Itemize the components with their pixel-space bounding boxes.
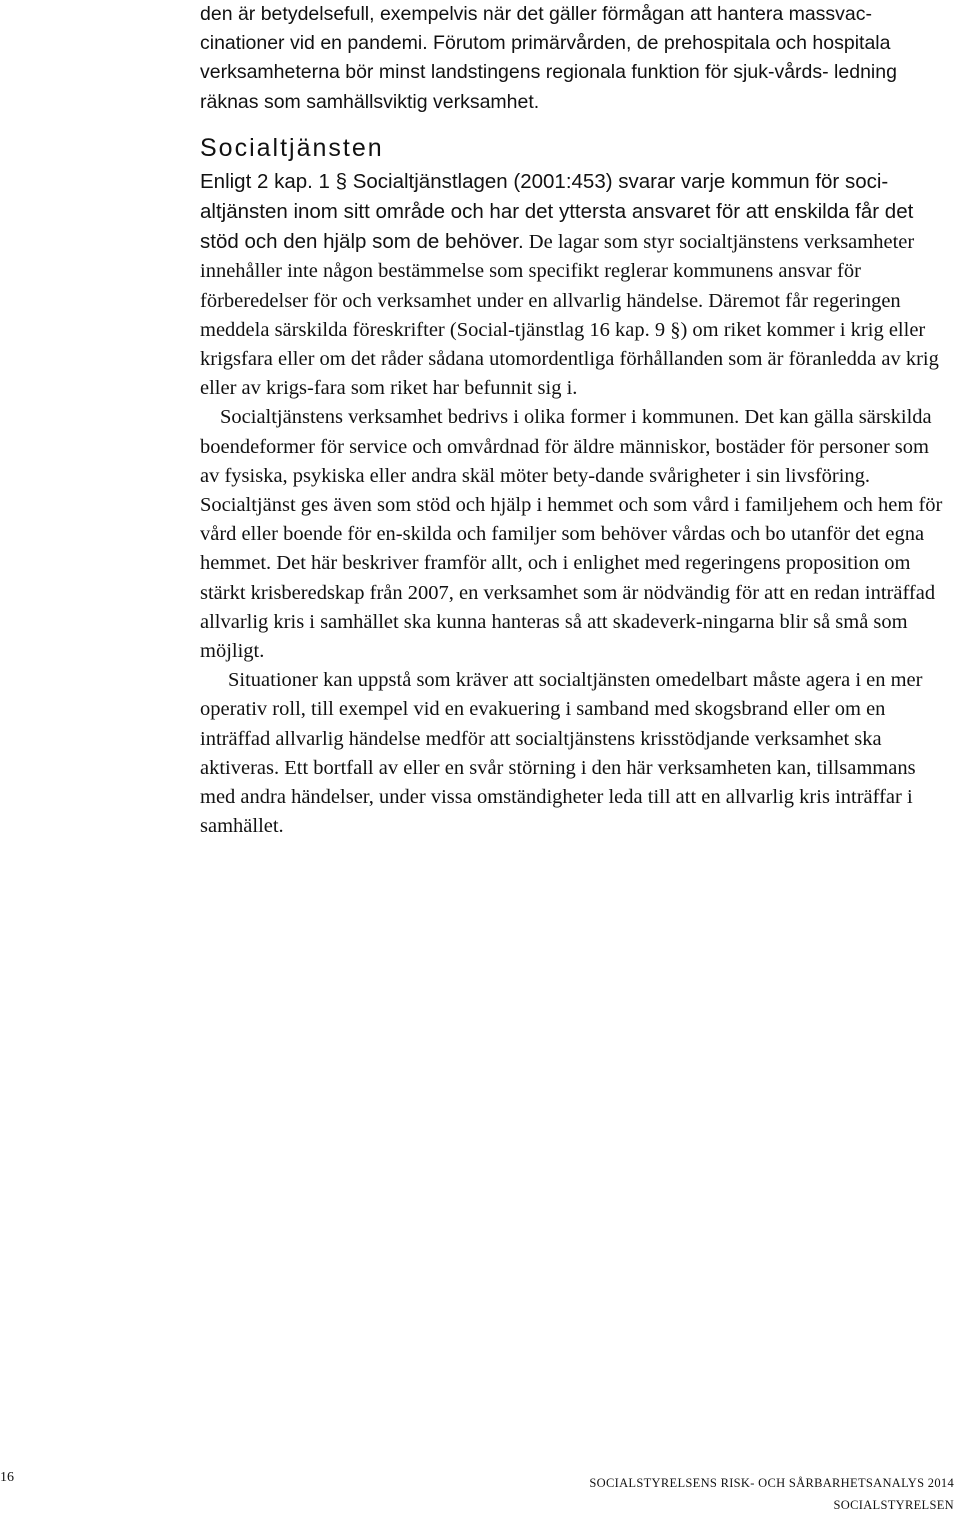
page-number: 16: [0, 1470, 14, 1485]
paragraph-3: Situationer kan uppstå som kräver att socialtjänsten omedelbart måste agera i en mer operativ roll, till exempel vid en evakuering i samband med skogsbrand eller om en inträffad allvarlig händelse medför att socialtjänstens krisstödjande verksamhet ska aktiveras. Ett bortfall av eller en svår störning i den här verksamheten kan, tillsammans med andra händelser, under vissa omständigheter leda till att en allvarlig kris inträffar i samhället.: [200, 669, 923, 838]
paragraph-2: Socialtjänstens verksamhet bedrivs i olika former i kommunen. Det kan gälla särskilda boendeformer för service och omvårdnad för äldre människor, bostäder för personer som av fysiska, psykiska eller andra skäl möter bety-dande svårigheter i sin livsföring. Socialtjänst ges även som stöd och hjälp i hemmet och som vård i familjehem och hem för vård eller boende för en-skilda och familjer som behöver vårdas och bo utanför det egna hemmet. Det här beskriver framför allt, och i enlighet med regeringens proposition om stärkt krisberedskap från 2007, en verksamhet som är nödvändig för att en redan inträffad allvarlig kris i samhället ska kunna hanteras så att skadeverk-ningarna blir så små som möjligt.: [200, 406, 943, 663]
paragraph-1-rest: De lagar som styr socialtjänstens verksamheter innehåller inte någon bestämmelse som specifikt reglerar kommunens ansvar för förberedelser för och verksamhet under en allvarlig händelse. Däremot får regeringen meddela särskilda föreskrifter (Social-tjänstlag 16 kap. 9 §) om riket kommer i krig eller krigsfara eller om det råder sådana utomordentliga förhållanden som är föranledda av krig eller av krigs-fara som riket har befunnit sig i.: [200, 231, 939, 400]
section-heading: Socialtjänsten: [200, 133, 384, 162]
running-footer: [589, 1472, 954, 1516]
footer-report-title: SOCIALSTYRELSENS RISK- OCH SÅRBARHETSANALYS 2014: [589, 1476, 954, 1490]
footer-publisher: SOCIALSTYRELSEN: [833, 1498, 954, 1512]
paragraph-1: [200, 167, 952, 404]
intro-paragraph: den är betydelsefull, exempelvis när det gäller förmågan att hantera massvac-cinationer vid en pandemi. Förutom primärvården, de prehospitala och hospitala verksamheterna bör minst landstingens regionala funktion för sjuk-vårds- ledning räknas som samhällsviktig verksamhet.: [200, 3, 897, 113]
page-content: [200, 0, 952, 841]
paragraph-1-lead: Enligt 2 kap. 1 § Socialtjänstlagen (2001:453) svarar varje kommun för soci-altjänsten inom sitt område och har det yttersta ansvaret för att enskilda får det stöd och den hjälp som de behöver.: [200, 169, 914, 254]
